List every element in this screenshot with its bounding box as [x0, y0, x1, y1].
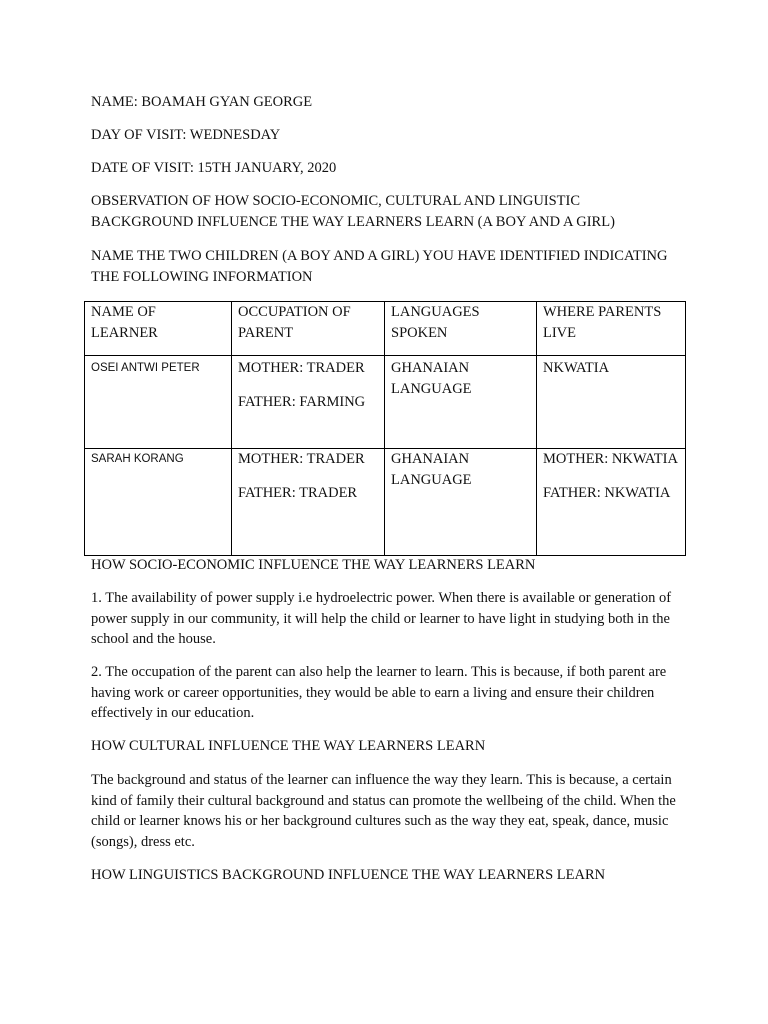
residence-cell — [537, 356, 686, 449]
linguistic-heading: HOW LINGUISTICS BACKGROUND INFLUENCE THE WAY LEARNERS LEARN — [91, 867, 606, 883]
occupation-cell — [232, 356, 385, 449]
date-of-visit-line: DATE OF VISIT: 15TH JANUARY, 2020 — [91, 160, 337, 176]
instruction-text: NAME THE TWO CHILDREN (A BOY AND A GIRL) YOU HAVE IDENTIFIED INDICATING THE FOLLOWING INFORMATION — [91, 248, 668, 285]
cultural-heading: HOW CULTURAL INFLUENCE THE WAY LEARNERS LEARN — [91, 738, 486, 754]
father-occupation: FATHER: TRADER — [238, 484, 358, 501]
mother-occupation: MOTHER: TRADER — [238, 451, 365, 467]
residence-line: NKWATIA — [543, 360, 610, 376]
socio-economic-heading: HOW SOCIO-ECONOMIC INFLUENCE THE WAY LEARNERS LEARN — [91, 557, 536, 573]
socio-economic-point-2: 2. The occupation of the parent can also help the learner to learn. This is because, if both parent are having work or career opportunities, they would be able to earn a living and ensure their children effectively in our education. — [91, 664, 667, 721]
father-occupation: FATHER: FARMING — [238, 393, 366, 410]
column-header-languages: LANGUAGES SPOKEN — [385, 302, 537, 356]
residence-cell — [537, 449, 686, 556]
languages-cell: GHANAIAN LANGUAGE — [385, 356, 537, 449]
table-header-row — [85, 302, 686, 356]
column-header-name: NAME OF LEARNER — [85, 302, 232, 356]
learner-name-cell: SARAH KORANG — [85, 449, 232, 556]
cell-spacer — [238, 470, 378, 483]
column-header-residence: WHERE PARENTS LIVE — [537, 302, 686, 356]
day-of-visit-line: DAY OF VISIT: WEDNESDAY — [91, 127, 281, 143]
table-row — [85, 449, 686, 556]
father-residence: FATHER: NKWATIA — [543, 484, 671, 501]
socio-economic-point-1: 1. The availability of power supply i.e hydroelectric power. When there is available or generation of power supply in our community, it will help the child or learner to have light in studying both in the school and the house. — [91, 590, 672, 647]
mother-occupation: MOTHER: TRADER — [238, 360, 365, 376]
column-header-occupation: OCCUPATION OF PARENT — [232, 302, 385, 356]
occupation-cell — [232, 449, 385, 556]
cultural-paragraph: The background and status of the learner can influence the way they learn. This is because, a certain kind of family their cultural background and status can promote the wellbeing of the child. When the child or learner knows his or her background cultures such as the way they eat, speak, dance, music (songs), dress etc. — [91, 772, 676, 850]
table-row — [85, 356, 686, 449]
observation-heading: OBSERVATION OF HOW SOCIO-ECONOMIC, CULTURAL AND LINGUISTIC BACKGROUND INFLUENCE THE WAY LEARNERS LEARN (A BOY AND A GIRL) — [91, 193, 615, 230]
learner-name-cell: OSEI ANTWI PETER — [85, 356, 232, 449]
learner-info-table — [84, 301, 686, 556]
cell-spacer — [543, 470, 679, 483]
languages-cell: GHANAIAN LANGUAGE — [385, 449, 537, 556]
mother-residence: MOTHER: NKWATIA — [543, 451, 678, 467]
student-name-line: NAME: BOAMAH GYAN GEORGE — [91, 94, 313, 110]
cell-spacer — [238, 379, 378, 392]
